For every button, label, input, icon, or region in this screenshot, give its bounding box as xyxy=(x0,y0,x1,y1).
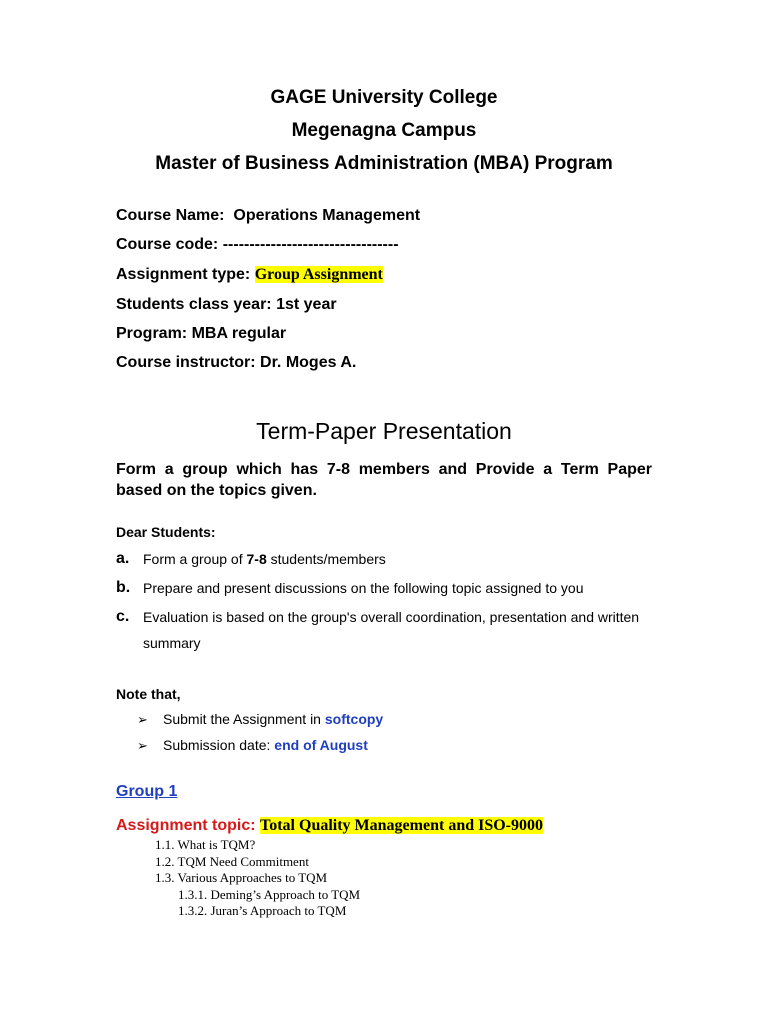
arrow-bullet-icon: ➢ xyxy=(137,738,148,753)
instructor-label: Course instructor: xyxy=(116,354,256,371)
topic-value: Total Quality Management and ISO-9000 xyxy=(260,817,544,834)
note-label: Note that, xyxy=(116,686,181,702)
program-value: MBA regular xyxy=(191,325,287,342)
group-heading-link[interactable]: Group 1 xyxy=(116,783,178,800)
course-name-line xyxy=(116,207,420,225)
assignment-type-line xyxy=(116,266,383,284)
page-title: Term-Paper Presentation xyxy=(256,418,512,444)
subtopic-item: 1.2. TQM Need Commitment xyxy=(155,854,309,869)
program-label: Program: xyxy=(116,325,188,342)
subtopic-item: 1.3. Various Approaches to TQM xyxy=(155,870,328,885)
topic-label: Assignment topic: xyxy=(116,817,256,834)
instructor-line xyxy=(116,354,356,372)
assignment-topic-line xyxy=(116,817,543,835)
instructor-value: Dr. Moges A. xyxy=(260,354,357,371)
subtopic-item: 1.1. What is TQM? xyxy=(155,837,256,852)
list-item xyxy=(116,546,656,572)
class-year-value: 1st year xyxy=(276,296,337,313)
list-marker: c. xyxy=(116,608,130,625)
note-bullet xyxy=(137,737,368,754)
program-name: Master of Business Administration (MBA) Program xyxy=(155,153,613,174)
course-name-label: Course Name: xyxy=(116,207,225,224)
list-item-text: Form a group of 7-8 students/members xyxy=(143,551,386,567)
program-line xyxy=(116,325,286,343)
bullet-highlight: end of August xyxy=(274,737,368,753)
list-item-text: Prepare and present discussions on the following topic assigned to you xyxy=(143,580,584,596)
note-bullet xyxy=(137,711,383,728)
class-year-line xyxy=(116,296,337,314)
college-name: GAGE University College xyxy=(270,87,498,108)
subtopic-item: 1.3.1. Deming’s Approach to TQM xyxy=(178,887,361,902)
course-code-line xyxy=(116,236,399,254)
assignment-type-value: Group Assignment xyxy=(254,266,383,283)
list-marker: b. xyxy=(116,579,131,596)
course-code-label: Course code: xyxy=(116,236,219,253)
course-name-value: Operations Management xyxy=(233,207,421,224)
class-year-label: Students class year: xyxy=(116,296,272,313)
list-item-text: Evaluation is based on the group's overall coordination, presentation and written summary xyxy=(143,609,640,651)
assignment-type-label: Assignment type: xyxy=(116,266,251,283)
list-item xyxy=(116,604,656,656)
course-code-value: --------------------------------- xyxy=(222,236,399,253)
campus-name: Megenagna Campus xyxy=(291,120,477,141)
intro-paragraph: Form a group which has 7-8 members and Provide a Term Paper based on the topics given. xyxy=(116,461,652,499)
bullet-text: Submission date: xyxy=(163,737,275,753)
bullet-highlight: softcopy xyxy=(324,711,384,727)
list-marker: a. xyxy=(116,550,130,567)
arrow-bullet-icon: ➢ xyxy=(137,712,148,727)
salutation: Dear Students: xyxy=(116,524,216,540)
list-item xyxy=(116,575,656,601)
bullet-text: Submit the Assignment in xyxy=(163,711,325,727)
subtopic-item: 1.3.2. Juran’s Approach to TQM xyxy=(178,903,347,918)
